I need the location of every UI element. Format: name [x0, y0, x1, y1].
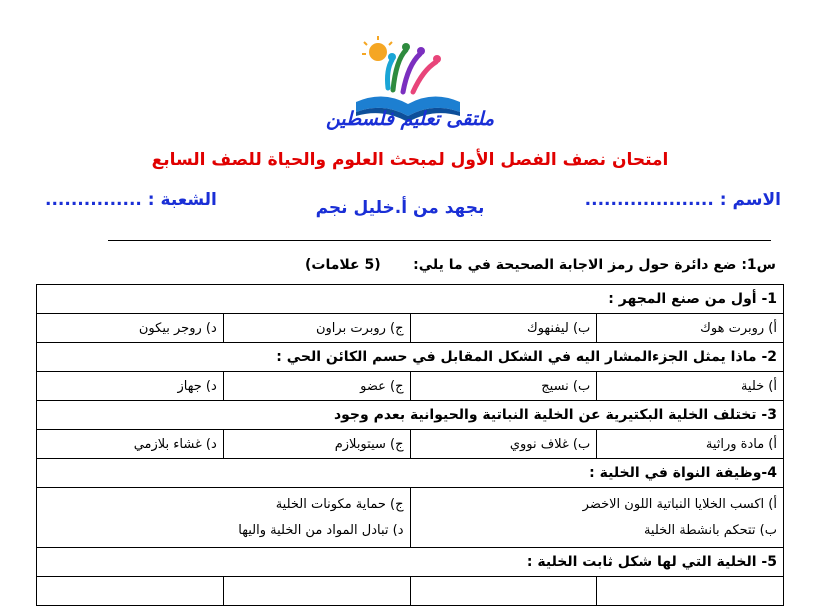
q5-option-a[interactable] [597, 577, 784, 606]
q3-option-c[interactable]: ج) سيتوبلازم [223, 430, 410, 459]
question-1-text: 1- أول من صنع المجهر : [37, 285, 784, 314]
q2-option-b[interactable]: ب) نسيج [410, 372, 597, 401]
q4-option-c[interactable]: ج) حماية مكونات الخلية [275, 496, 404, 512]
exam-title: امتحان نصف الفصل الأول لمبحث العلوم والحياة للصف السابع [151, 150, 669, 170]
author-line: بجهد من أ.خليل نجم [315, 198, 485, 218]
separator-line [108, 240, 771, 241]
questions-table [36, 284, 784, 606]
q1-option-b[interactable]: ب) ليفنهوك [410, 314, 597, 343]
q3-option-b[interactable]: ب) غلاف نووي [410, 430, 597, 459]
q2-option-d[interactable]: د) جهاز [37, 372, 224, 401]
q5-option-d[interactable] [37, 577, 224, 606]
q1-option-a[interactable]: أ) روبرت هوك [597, 314, 784, 343]
q2-option-a[interactable]: أ) خلية [597, 372, 784, 401]
class-section-field[interactable]: الشعبة : ............... [45, 190, 217, 210]
question-2-text: 2- ماذا يمثل الجزءالمشار اليه في الشكل المقابل في حسم الكائن الحي : [37, 343, 784, 372]
logo-text: ملتقى تعليم فلسطين [325, 108, 495, 130]
q2-option-c[interactable]: ج) عضو [223, 372, 410, 401]
q5-option-b[interactable] [410, 577, 597, 606]
q3-option-d[interactable]: د) غشاء بلازمي [37, 430, 224, 459]
q1-option-d[interactable]: د) روجر بيكون [37, 314, 224, 343]
marks-label: (5 علامات) [305, 257, 381, 273]
q3-option-a[interactable]: أ) مادة وراثية [597, 430, 784, 459]
student-name-field[interactable]: الاسم : .................... [584, 190, 781, 210]
q4-option-a[interactable]: أ) اكسب الخلايا النباتية اللون الاخضر [582, 496, 777, 512]
question-4-text: 4-وظيفة النواة في الخلية : [37, 459, 784, 488]
q4-option-d[interactable]: د) تبادل المواد من الخلية واليها [238, 522, 404, 538]
question-heading: س1: ضع دائرة حول رمز الاجابة الصحيحة في ما يلي: [413, 257, 776, 273]
q1-option-c[interactable]: ج) روبرت براون [223, 314, 410, 343]
q5-option-c[interactable] [223, 577, 410, 606]
question-3-text: 3- تختلف الخلية البكتيرية عن الخلية النباتية والحيوانية بعدم وجود [37, 401, 784, 430]
question-5-text: 5- الخلية التي لها شكل ثابت الخلية : [37, 548, 784, 577]
q4-option-b[interactable]: ب) تتحكم بانشطة الخلية [643, 522, 777, 538]
